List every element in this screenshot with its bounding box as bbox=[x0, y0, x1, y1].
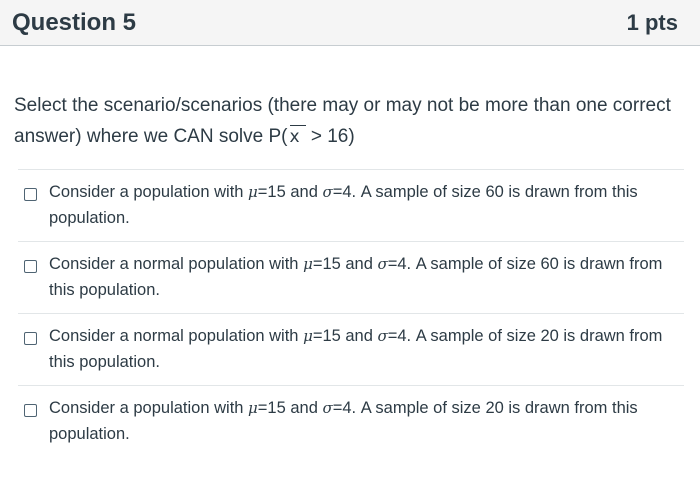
answer-checkbox-3[interactable] bbox=[24, 332, 37, 345]
answer-text-part: =15 and bbox=[312, 327, 378, 345]
question-title: Question 5 bbox=[12, 8, 137, 36]
prompt-text-end: > 16) bbox=[305, 126, 355, 147]
prompt-text-start: Select the scenario/scenarios (there may or may not be more than one correct answer) where we CAN solve P( bbox=[14, 95, 671, 147]
answer-option-2[interactable] bbox=[18, 242, 684, 314]
answer-option-3[interactable] bbox=[18, 314, 684, 386]
answer-option-1[interactable] bbox=[18, 170, 684, 242]
answer-checkbox-1[interactable] bbox=[24, 188, 37, 201]
answer-text-part: Consider a normal population with bbox=[49, 255, 304, 273]
answer-list bbox=[18, 169, 684, 458]
answer-label-4[interactable] bbox=[49, 395, 669, 447]
answer-checkbox-4[interactable] bbox=[24, 404, 37, 417]
answer-text-part: Consider a population with bbox=[49, 399, 249, 417]
answer-text-part: =15 and bbox=[312, 255, 378, 273]
answer-text-part: =4. A sample of size 60 is drawn from this population. bbox=[49, 255, 663, 299]
answer-text-part: =4. A sample of size 20 is drawn from this population. bbox=[49, 399, 638, 443]
answer-label-1[interactable] bbox=[49, 179, 669, 231]
mu-symbol: μ bbox=[248, 183, 258, 201]
sigma-symbol: σ bbox=[322, 183, 333, 201]
answer-option-4[interactable] bbox=[18, 386, 684, 458]
answer-text-part: Consider a normal population with bbox=[49, 327, 304, 345]
sigma-symbol: σ bbox=[377, 255, 388, 273]
mu-symbol: μ bbox=[303, 327, 313, 345]
answer-text-part: =15 and bbox=[257, 399, 323, 417]
question-prompt bbox=[14, 90, 674, 153]
answer-text-part: Consider a population with bbox=[49, 183, 249, 201]
answer-text-part: =4. A sample of size 20 is drawn from this population. bbox=[49, 327, 663, 371]
sigma-symbol: σ bbox=[377, 327, 388, 345]
answer-label-3[interactable] bbox=[49, 323, 669, 375]
sigma-symbol: σ bbox=[322, 399, 333, 417]
x-bar-symbol: x bbox=[289, 122, 299, 153]
answer-text-part: =15 and bbox=[257, 183, 323, 201]
answer-text-part: =4. A sample of size 60 is drawn from this population. bbox=[49, 183, 638, 227]
question-header bbox=[0, 0, 700, 46]
answer-label-2[interactable] bbox=[49, 251, 669, 303]
mu-symbol: μ bbox=[248, 399, 258, 417]
mu-symbol: μ bbox=[303, 255, 313, 273]
question-points: 1 pts bbox=[626, 9, 678, 35]
answer-checkbox-2[interactable] bbox=[24, 260, 37, 273]
question-body bbox=[0, 46, 700, 458]
